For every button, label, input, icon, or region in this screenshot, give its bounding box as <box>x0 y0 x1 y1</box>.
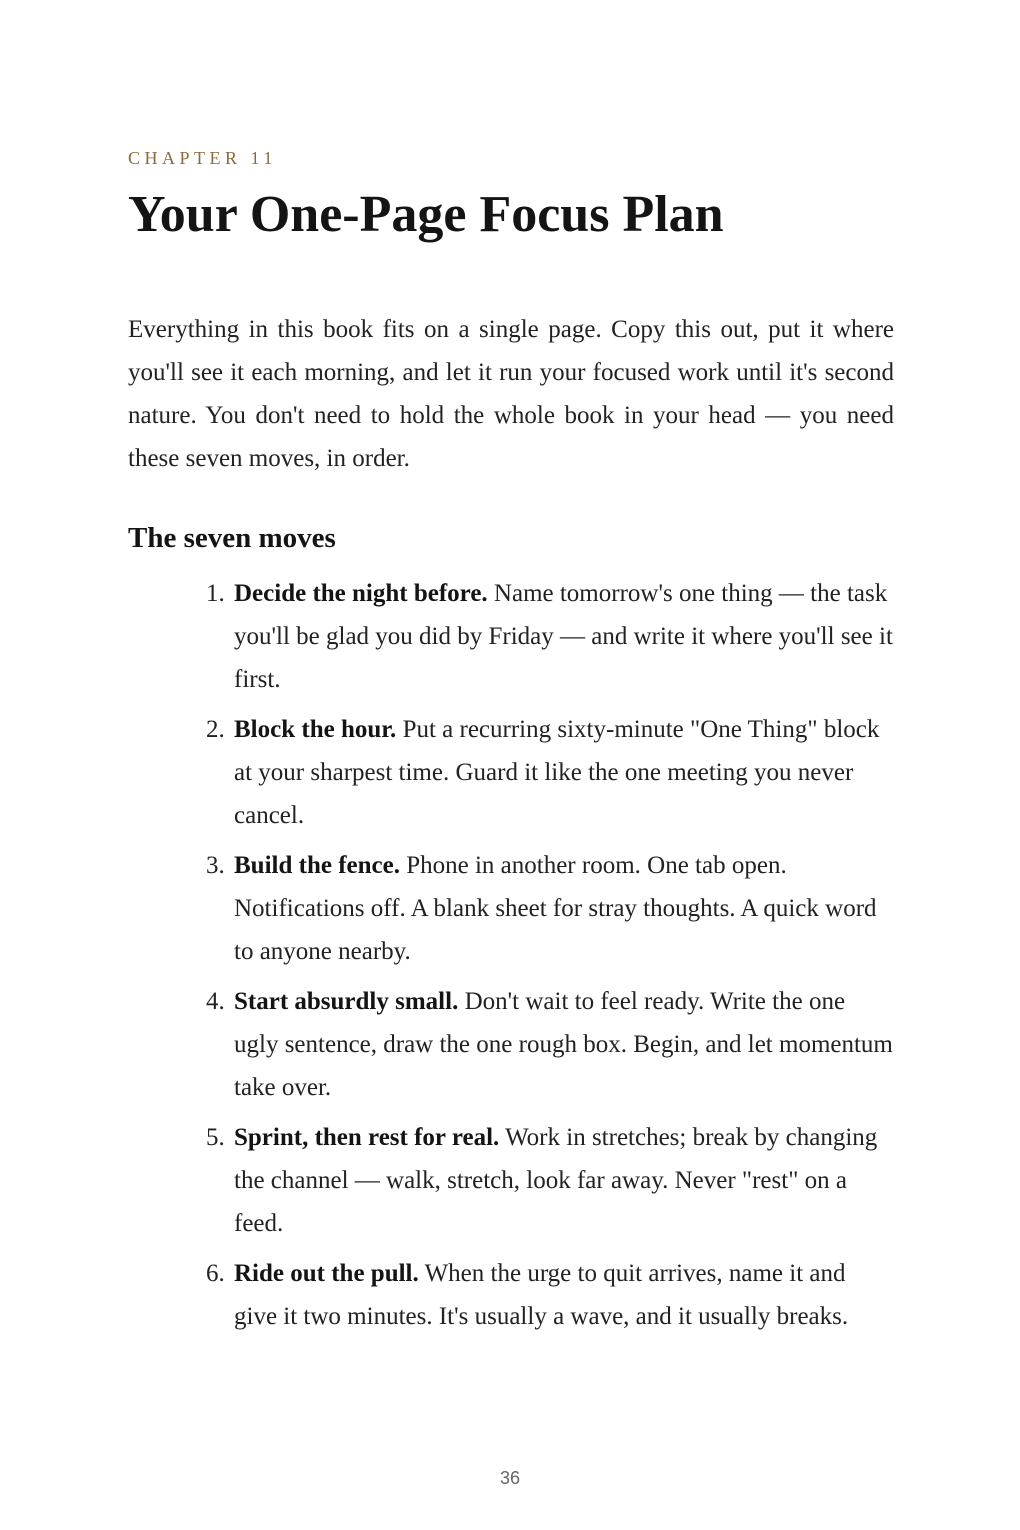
list-item <box>128 572 894 701</box>
intro-paragraph: Everything in this book fits on a single page. Copy this out, put it where you'll see it each morning, and let it run your focused work until it's second nature. You don't need to hold the whole book in your head — you need these seven moves, in order. <box>128 316 894 472</box>
list-item-text: Work in stretches; break by changing the channel — walk, stretch, look far away. Never "rest" on a feed. <box>234 1124 878 1237</box>
page-number: 36 <box>499 1468 521 1488</box>
list-item <box>128 844 894 973</box>
list-item-text: Phone in another room. One tab open. Notifications off. A blank sheet for stray thoughts. A quick word to anyone nearby. <box>234 852 877 965</box>
list-item-number: 2. <box>206 716 225 743</box>
list-item-number: 1. <box>206 580 225 607</box>
list-item-number: 6. <box>206 1260 225 1287</box>
chapter-label: CHAPTER 11 <box>128 148 277 168</box>
list-item-number: 4. <box>206 988 225 1015</box>
list-item-title: Ride out the pull. <box>234 1260 419 1287</box>
section-heading: The seven moves <box>128 522 336 554</box>
list-item-title: Decide the night before. <box>234 580 488 607</box>
list-item-text: Don't wait to feel ready. Write the one ugly sentence, draw the one rough box. Begin, and let momentum take over. <box>234 988 893 1101</box>
list-item-text: When the urge to quit arrives, name it and give it two minutes. It's usually a wave, and it usually breaks. <box>234 1260 849 1330</box>
list-item <box>128 1116 894 1245</box>
list-item <box>128 1252 894 1338</box>
list-item <box>128 980 894 1109</box>
list-item-number: 5. <box>206 1124 225 1151</box>
list-item-text: Put a recurring sixty-minute "One Thing" block at your sharpest time. Guard it like the one meeting you never cancel. <box>234 716 880 829</box>
list-item-text: Name tomorrow's one thing — the task you'll be glad you did by Friday — and write it where you'll see it first. <box>234 580 893 693</box>
list-item-title: Start absurdly small. <box>234 988 459 1015</box>
list-item-title: Build the fence. <box>234 852 400 879</box>
list-item-number: 3. <box>206 852 225 879</box>
list-item-title: Block the hour. <box>234 716 397 743</box>
moves-list <box>128 572 894 1345</box>
list-item <box>128 708 894 837</box>
list-item-title: Sprint, then rest for real. <box>234 1124 500 1151</box>
chapter-title: Your One-Page Focus Plan <box>128 186 724 243</box>
